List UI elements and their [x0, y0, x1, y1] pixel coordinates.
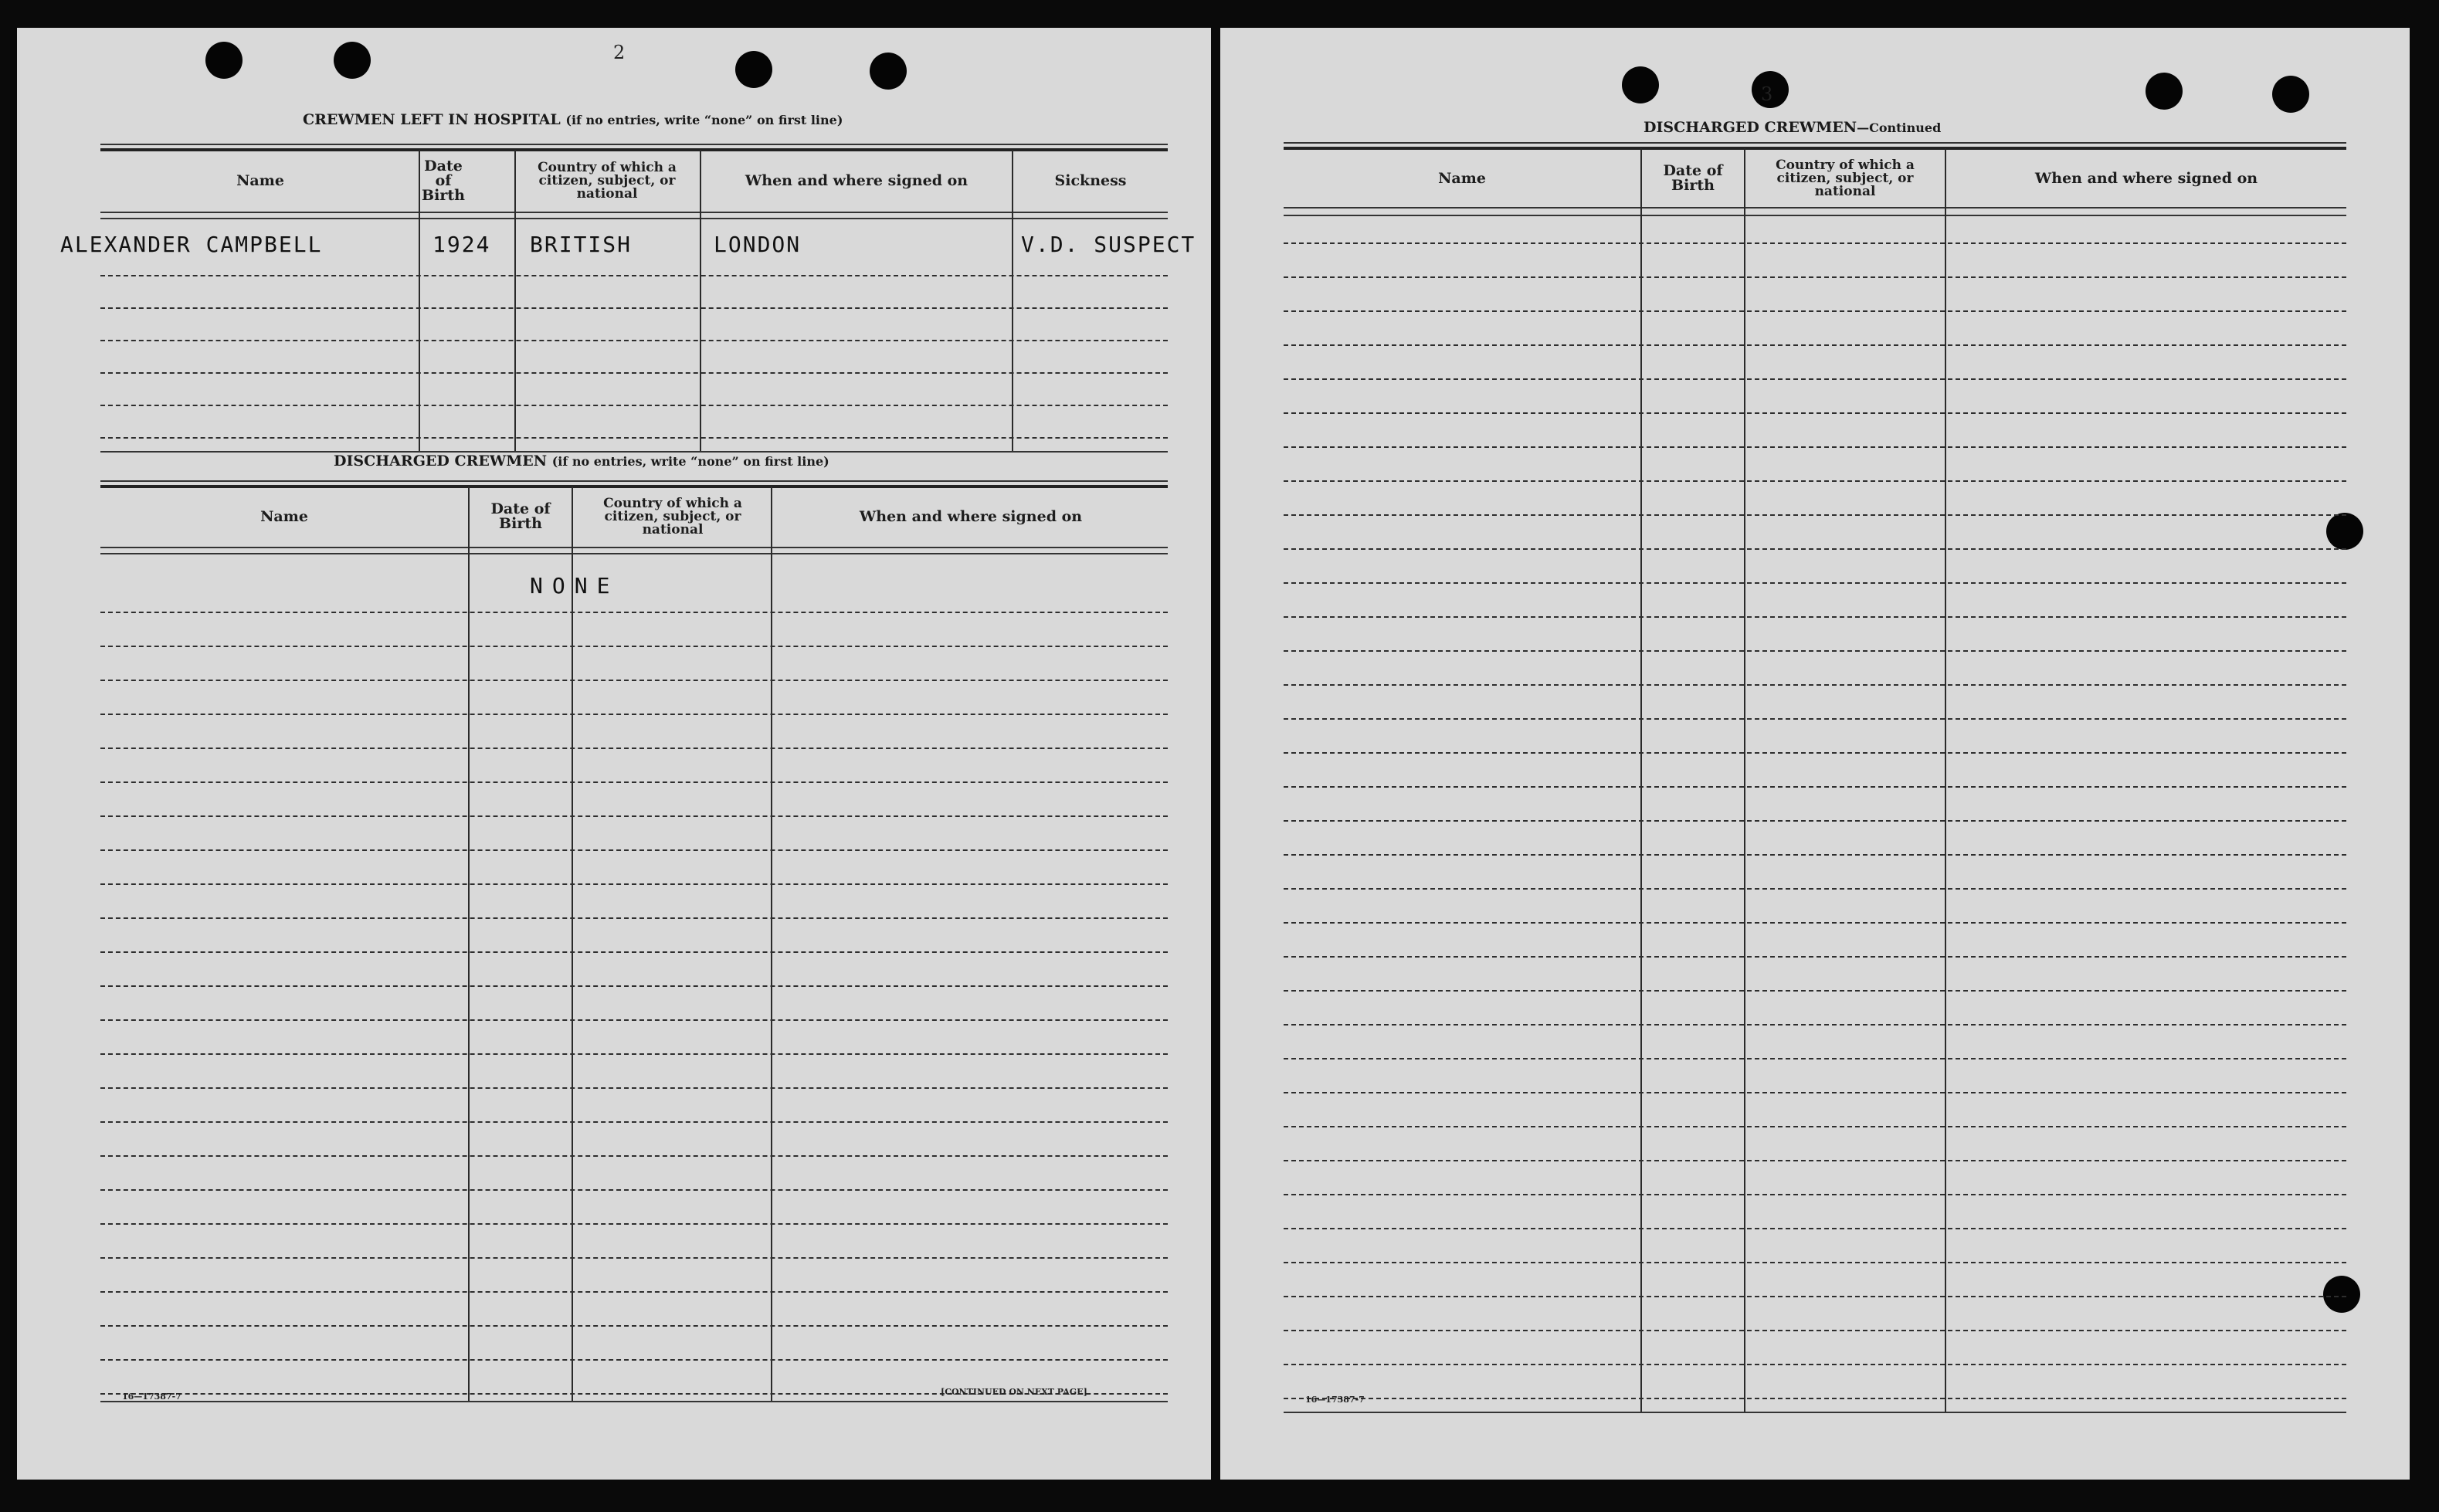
col-header-name: Name — [1438, 169, 1486, 187]
ruled-line — [1284, 1058, 2346, 1059]
hospital-section-title: CREWMEN LEFT IN HOSPITAL (if no entries, write “none” on first line) — [303, 111, 843, 128]
hospital-entry-sickness: V.D. SUSPECT — [1021, 232, 1196, 257]
punch-hole — [2323, 1276, 2360, 1313]
ruled-line — [100, 680, 1168, 681]
ruled-line — [1284, 412, 2346, 414]
ruled-line — [100, 781, 1168, 783]
ruled-line — [100, 1019, 1168, 1021]
ruled-line — [100, 1359, 1168, 1361]
ruled-line — [1284, 616, 2346, 618]
ruled-line — [1284, 1262, 2346, 1263]
ruled-line — [100, 1155, 1168, 1157]
form-page-2 — [17, 28, 1211, 1480]
col-header-dob: Date of Birth — [490, 500, 551, 532]
ruled-line — [1284, 1330, 2346, 1331]
page-number: 3 — [1761, 83, 1773, 105]
col-header-country: Country of which a citizen, subject, or national — [1776, 157, 1915, 199]
ruled-line — [1284, 684, 2346, 686]
continued-note: [CONTINUED ON NEXT PAGE] — [941, 1387, 1087, 1397]
punch-hole — [2272, 76, 2309, 113]
punch-hole — [205, 42, 243, 79]
ruled-line — [1284, 854, 2346, 856]
ruled-line — [1284, 242, 2346, 244]
ruled-line — [1284, 1398, 2346, 1399]
ruled-line — [100, 849, 1168, 851]
col-header-name: Name — [260, 507, 308, 525]
hospital-entry-dob: 1924 — [433, 232, 491, 257]
ruled-line — [100, 748, 1168, 749]
ruled-line — [1284, 956, 2346, 958]
ruled-line — [100, 917, 1168, 919]
ruled-line — [100, 815, 1168, 817]
punch-hole — [2146, 73, 2183, 110]
ruled-line — [1284, 820, 2346, 822]
ruled-line — [100, 1257, 1168, 1259]
ruled-line — [1284, 1364, 2346, 1365]
punch-hole — [2326, 513, 2363, 550]
discharged-continued-title: DISCHARGED CREWMEN—Continued — [1644, 119, 1942, 136]
punch-hole — [870, 53, 907, 90]
form-number: 16—17387-7 — [1305, 1395, 1365, 1405]
ruled-line — [100, 1223, 1168, 1225]
ruled-line — [1284, 1126, 2346, 1127]
ruled-line — [100, 985, 1168, 987]
ruled-line — [100, 1053, 1168, 1055]
ruled-line — [1284, 1160, 2346, 1161]
ruled-line — [100, 1325, 1168, 1327]
discharged-section-title: DISCHARGED CREWMEN (if no entries, write “none” on first line) — [334, 453, 829, 470]
punch-hole — [1622, 66, 1659, 103]
ruled-line — [100, 1087, 1168, 1089]
col-header-dob: Date of Birth — [422, 157, 465, 204]
col-header-dob: Date of Birth — [1663, 162, 1723, 194]
ruled-line — [100, 1121, 1168, 1123]
form-page-3 — [1220, 28, 2410, 1480]
ruled-line — [1284, 480, 2346, 482]
punch-hole — [334, 42, 371, 79]
ruled-line — [100, 612, 1168, 613]
col-header-country: Country of which a citizen, subject, or national — [603, 495, 742, 537]
col-header-sickness: Sickness — [1054, 171, 1127, 189]
ruled-line — [1284, 718, 2346, 720]
punch-hole — [735, 51, 772, 88]
ruled-line — [1284, 446, 2346, 448]
ruled-line — [1284, 1024, 2346, 1026]
ruled-line — [100, 714, 1168, 715]
ruled-line — [100, 1291, 1168, 1293]
page-number: 2 — [613, 42, 626, 63]
ruled-line — [100, 883, 1168, 885]
ruled-line — [1284, 888, 2346, 890]
ruled-line — [1284, 1228, 2346, 1229]
ruled-line — [100, 1189, 1168, 1191]
ruled-line — [1284, 786, 2346, 788]
discharged-entry-none: NONE — [530, 573, 619, 598]
form-number: 16—17387-7 — [122, 1392, 181, 1402]
hospital-entry-name: ALEXANDER CAMPBELL — [60, 232, 323, 257]
ruled-line — [1284, 990, 2346, 992]
ruled-line — [1284, 1194, 2346, 1195]
hospital-entry-country: BRITISH — [530, 232, 633, 257]
col-header-country: Country of which a citizen, subject, or national — [538, 159, 677, 202]
ruled-line — [1284, 752, 2346, 754]
ruled-line — [1284, 922, 2346, 924]
ruled-line — [1284, 276, 2346, 278]
ruled-line — [1284, 1092, 2346, 1093]
ruled-line — [100, 951, 1168, 953]
ruled-line — [1284, 344, 2346, 346]
ruled-line — [1284, 310, 2346, 312]
col-header-signed-on: When and where signed on — [745, 171, 968, 189]
ruled-line — [100, 646, 1168, 647]
col-header-signed-on: When and where signed on — [2034, 169, 2258, 187]
col-header-signed-on: When and where signed on — [859, 507, 1083, 525]
ruled-line — [1284, 514, 2346, 516]
ruled-line — [1284, 582, 2346, 584]
ruled-line — [1284, 1296, 2346, 1297]
col-header-name: Name — [236, 171, 284, 189]
hospital-entry-signed-on: LONDON — [714, 232, 802, 257]
ruled-line — [1284, 650, 2346, 652]
ruled-line — [1284, 548, 2346, 550]
ruled-line — [1284, 378, 2346, 380]
